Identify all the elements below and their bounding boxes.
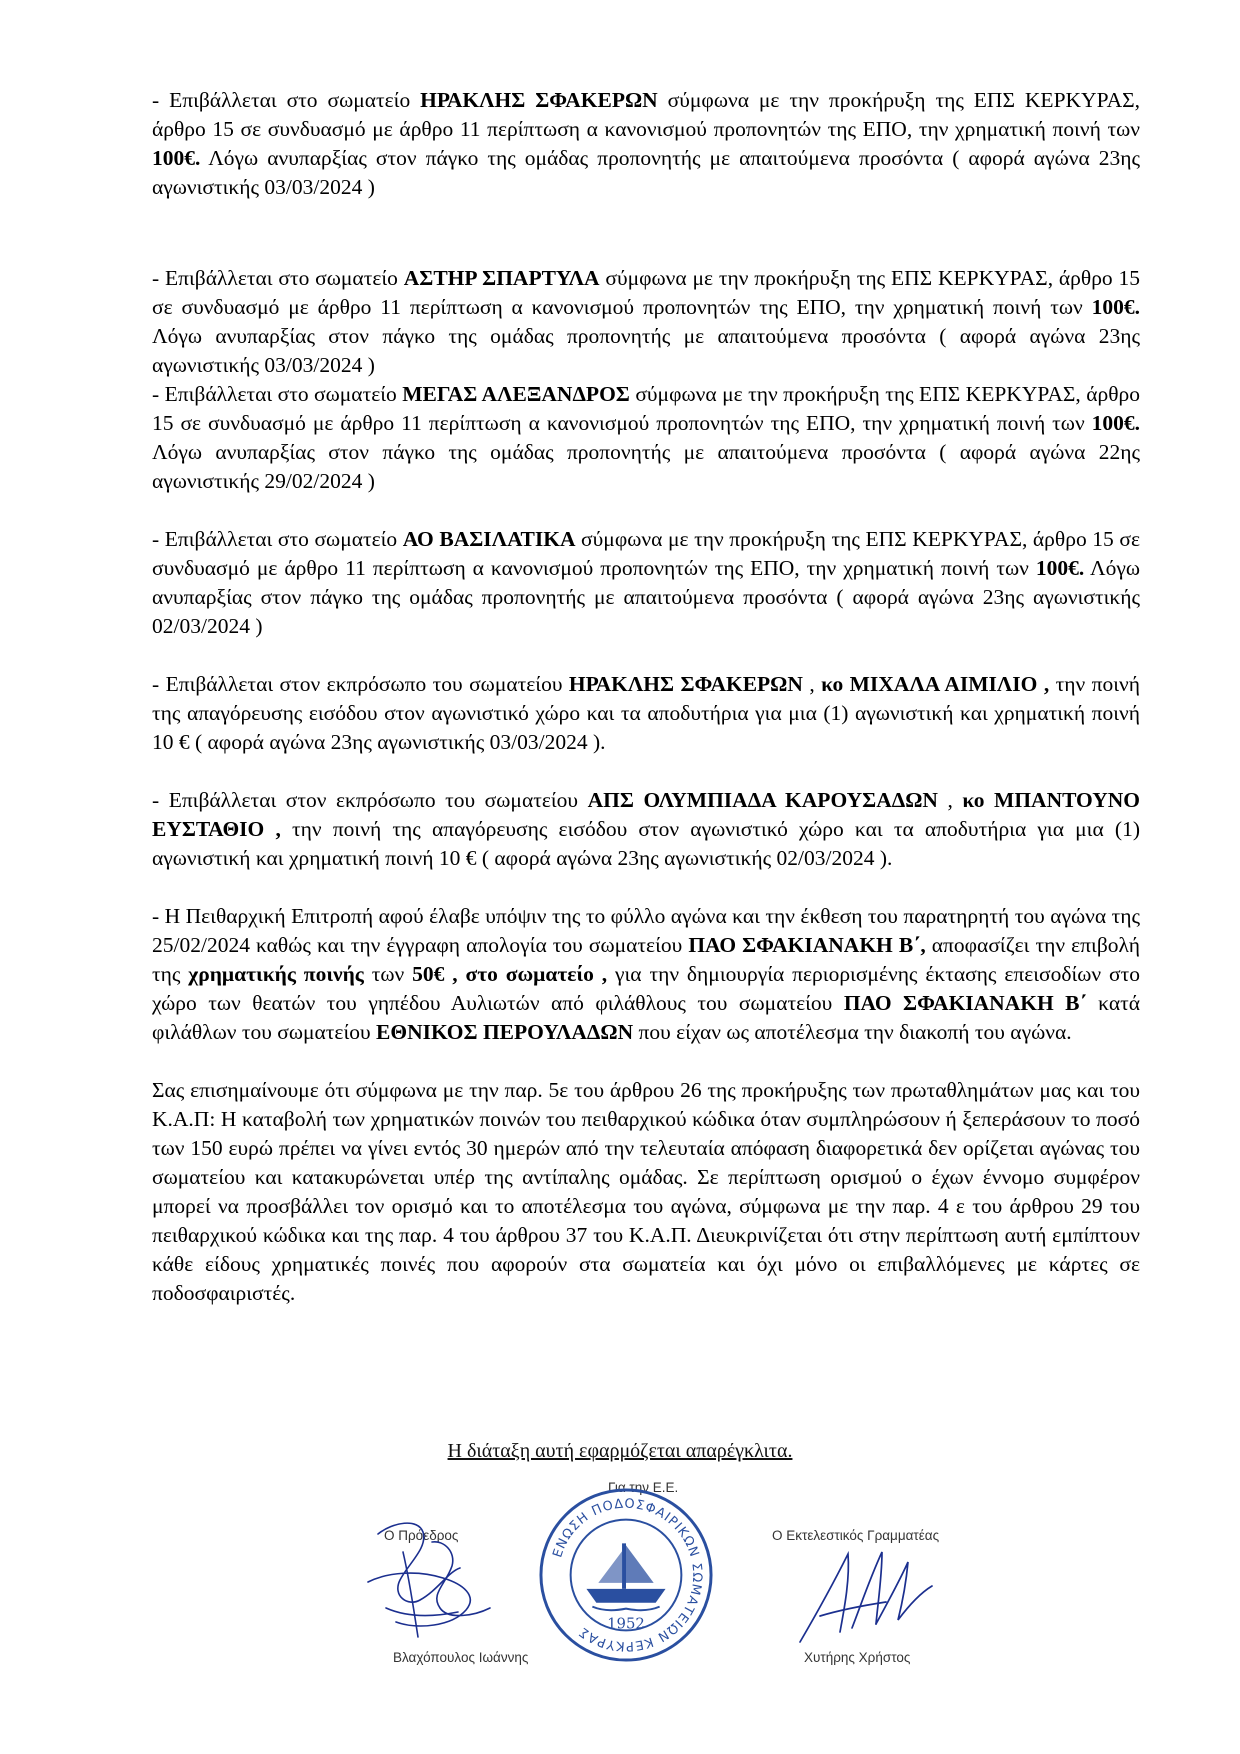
paragraph: [152, 902, 1140, 1047]
bold-run: ΑΠΣ ΟΛΥΜΠΙΑΔΑ ΚΑΡΟΥΣΑΔΩΝ: [587, 788, 938, 812]
paragraph: [152, 786, 1140, 873]
secretary-name: Χυτήρης Χρήστος: [804, 1650, 911, 1665]
text-run: ,: [937, 788, 963, 812]
bold-run: χρηματικής ποινής: [188, 962, 364, 986]
paragraph: [152, 264, 1140, 380]
text-run: που είχαν ως αποτέλεσμα την διακοπή του αγώνα.: [633, 1020, 1072, 1044]
bold-run: 100€.: [1091, 411, 1140, 435]
closing-text: Η διάταξη αυτή εφαρμόζεται απαρέγκλιτα.: [447, 1440, 793, 1462]
text-run: την ποινή της απαγόρευσης εισόδου στον αγωνιστικό χώρο και τα αποδυτήρια για μια (1) αγωνιστική και χρηματική ποινή 10 € ( αφορά αγώνα 23ης αγωνιστικής 03/03/2024 ).: [152, 672, 1141, 754]
text-run: σύμφωνα με την προκήρυξη της ΕΠΣ ΚΕΡΚΥΡΑΣ, άρθρο 15 σε συνδυασμό με άρθρο 11 περίπτωση α κανονισμού προπονητών της ΕΠΟ, την χρηματική ποινή των: [152, 527, 1140, 580]
text-run: - Η Πειθαρχική Επιτροπή αφού έλαβε υπόψιν της το φύλλο αγώνα και την έκθεση του παρατηρητή του αγώνα της 25/02/2024 καθώς και την έγγραφη απολογία του σωματείου: [152, 904, 1140, 957]
text-run: Λόγω ανυπαρξίας στον πάγκο της ομάδας προπονητής με απαιτούμενα προσόντα ( αφορά αγώνα 22ης αγωνιστικής 29/02/2024 ): [152, 440, 1140, 493]
text-run: - Επιβάλλεται στο σωματείο: [152, 382, 403, 406]
bold-run: ΗΡΑΚΛΗΣ ΣΦΑΚΕΡΩΝ: [420, 88, 658, 112]
bold-run: ΕΘΝΙΚΟΣ ΠΕΡΟΥΛΑΔΩΝ: [376, 1020, 634, 1044]
for-committee-label: Για την Ε.Ε.: [608, 1480, 679, 1495]
paragraph: [152, 670, 1140, 757]
bold-run: ΗΡΑΚΛΗΣ ΣΦΑΚΕΡΩΝ: [568, 672, 803, 696]
seal-ring-text: ΕΝΩΣΗ ΠΟΔΟΣΦΑΙΡΙΚΩΝ ΣΩΜΑΤΕΙΩΝ ΚΕΡΚΥΡΑΣ: [550, 1496, 705, 1654]
president-title: Ο Πρόεδρος: [384, 1528, 459, 1543]
paragraph: [152, 86, 1140, 202]
secretary-signature: [790, 1532, 940, 1657]
bold-run: κο ΜΠΑΝΤΟΥΝΟ ΕΥΣΤΑΘΙΟ ,: [152, 788, 1140, 841]
paragraph: [152, 380, 1140, 496]
closing-line: [0, 1440, 1240, 1463]
paragraph: [152, 525, 1140, 641]
bold-run: 100€.: [1091, 295, 1140, 319]
text-run: - Επιβάλλεται στο σωματείο: [152, 88, 421, 112]
text-run: σύμφωνα με την προκήρυξη της ΕΠΣ ΚΕΡΚΥΡΑΣ, άρθρο 15 σε συνδυασμό με άρθρο 11 περίπτωση α κανονισμού προπονητών της ΕΠΟ, την χρηματική ποινή των: [152, 88, 1140, 141]
text-run: κατά φιλάθλων του σωματείου: [152, 991, 1140, 1044]
bold-run: 100€.: [152, 146, 201, 170]
text-run: Σας επισημαίνουμε ότι σύμφωνα με την παρ. 5ε του άρθρου 26 της προκήρυξης των πρωταθλημάτων μας και του Κ.Α.Π: Η καταβολή των χρηματικών ποινών του πειθαρχικού κώδικα όταν συμπληρώσουν ή ξεπεράσουν το ποσό των 150 ευρώ πρέπει να γίνει εντός 30 ημερών από την τελευταία απόφαση διαφορετικά δεν ορίζεται αγώνας του σωματείου και κατακυρώνεται υπέρ της αντίπαλης ομάδας. Σε περίπτωση ορισμού ο έχων έννομο συμφέρον μπορεί να προσβάλλει τον ορισμό και το αποτέλεσμα του αγώνα, σύμφωνα με την παρ. 4 ε του άρθρου 29 του πειθαρχικού κώδικα και της παρ. 4 του άρθρου 37 του Κ.Α.Π. Διευκρινίζεται ότι στην περίπτωση αυτή εμπίπτουν κάθε είδους χρηματικές ποινές που αφορούν στα σωματεία και όχι μόνο οι επιβαλλόμενες με κάρτες σε ποδοσφαιριστές.: [152, 1078, 1140, 1305]
bold-run: ΑΟ ΒΑΣΙΛΑΤΙΚΑ: [402, 527, 576, 551]
bold-run: κο ΜΙΧΑΛΑ ΑΙΜΙΛΙΟ ,: [821, 672, 1050, 696]
text-run: Λόγω ανυπαρξίας στον πάγκο της ομάδας προπονητής με απαιτούμενα προσόντα ( αφορά αγώνα 23ης αγωνιστικής 03/03/2024 ): [152, 324, 1140, 377]
paragraph: [152, 1076, 1140, 1308]
bold-run: ΠΑΟ ΣΦΑΚΙΑΝΑΚΗ Β΄: [843, 991, 1087, 1015]
text-run: - Επιβάλλεται στο σωματείο: [152, 266, 404, 290]
bold-run: ΜΕΓΑΣ ΑΛΕΞΑΝΔΡΟΣ: [402, 382, 630, 406]
bold-run: ΑΣΤΗΡ ΣΠΑΡΤΥΛΑ: [403, 266, 600, 290]
text-run: - Επιβάλλεται στο σωματείο: [152, 527, 403, 551]
text-run: σύμφωνα με την προκήρυξη της ΕΠΣ ΚΕΡΚΥΡΑΣ, άρθρο 15 σε συνδυασμό με άρθρο 11 περίπτωση α κανονισμού προπονητών της ΕΠΟ, την χρηματική ποινή των: [152, 382, 1140, 435]
text-run: την ποινή της απαγόρευσης εισόδου στον αγωνιστικό χώρο και τα αποδυτήρια για μια (1) αγωνιστική και χρηματική ποινή 10 € ( αφορά αγώνα 23ης αγωνιστικής 02/03/2024 ).: [152, 817, 1140, 870]
secretary-title: Ο Εκτελεστικός Γραμματέας: [772, 1528, 940, 1543]
text-run: Λόγω ανυπαρξίας στον πάγκο της ομάδας προπονητής με απαιτούμενα προσόντα ( αφορά αγώνα 23ης αγωνιστικής 03/03/2024 ): [152, 146, 1140, 199]
president-name: Βλαχόπουλος Ιωάννης: [393, 1650, 529, 1665]
text-run: σύμφωνα με την προκήρυξη της ΕΠΣ ΚΕΡΚΥΡΑΣ, άρθρο 15 σε συνδυασμό με άρθρο 11 περίπτωση α κανονισμού προπονητών της ΕΠΟ, την χρηματική ποινή των: [152, 266, 1140, 319]
bold-run: 50€ , στο σωματείο ,: [412, 962, 608, 986]
document-body: [152, 86, 1140, 1308]
text-run: - Επιβάλλεται στον εκπρόσωπο του σωματείου: [152, 788, 588, 812]
text-run: αποφασίζει την επιβολή της: [152, 933, 1140, 986]
text-run: ,: [802, 672, 822, 696]
bold-run: 100€.: [1035, 556, 1085, 580]
text-run: για την δημιουργία περιορισμένης έκτασης επεισοδίων στο χώρο των θεατών του γηπέδου Αυλιωτών από φιλάθλους του σωματείου: [152, 962, 1141, 1015]
federation-seal: [537, 1486, 715, 1664]
text-run: - Επιβάλλεται στον εκπρόσωπο του σωματείου: [152, 672, 569, 696]
text-run: Λόγω ανυπαρξίας στον πάγκο της ομάδας προπονητής με απαιτούμενα προσόντα ( αφορά αγώνα 23ης αγωνιστικής 02/03/2024 ): [152, 556, 1140, 638]
president-signature: [348, 1512, 518, 1657]
bold-run: ΠΑΟ ΣΦΑΚΙΑΝΑΚΗ Β΄,: [688, 933, 926, 957]
text-run: των: [363, 962, 413, 986]
seal-year: 1952: [607, 1615, 645, 1633]
